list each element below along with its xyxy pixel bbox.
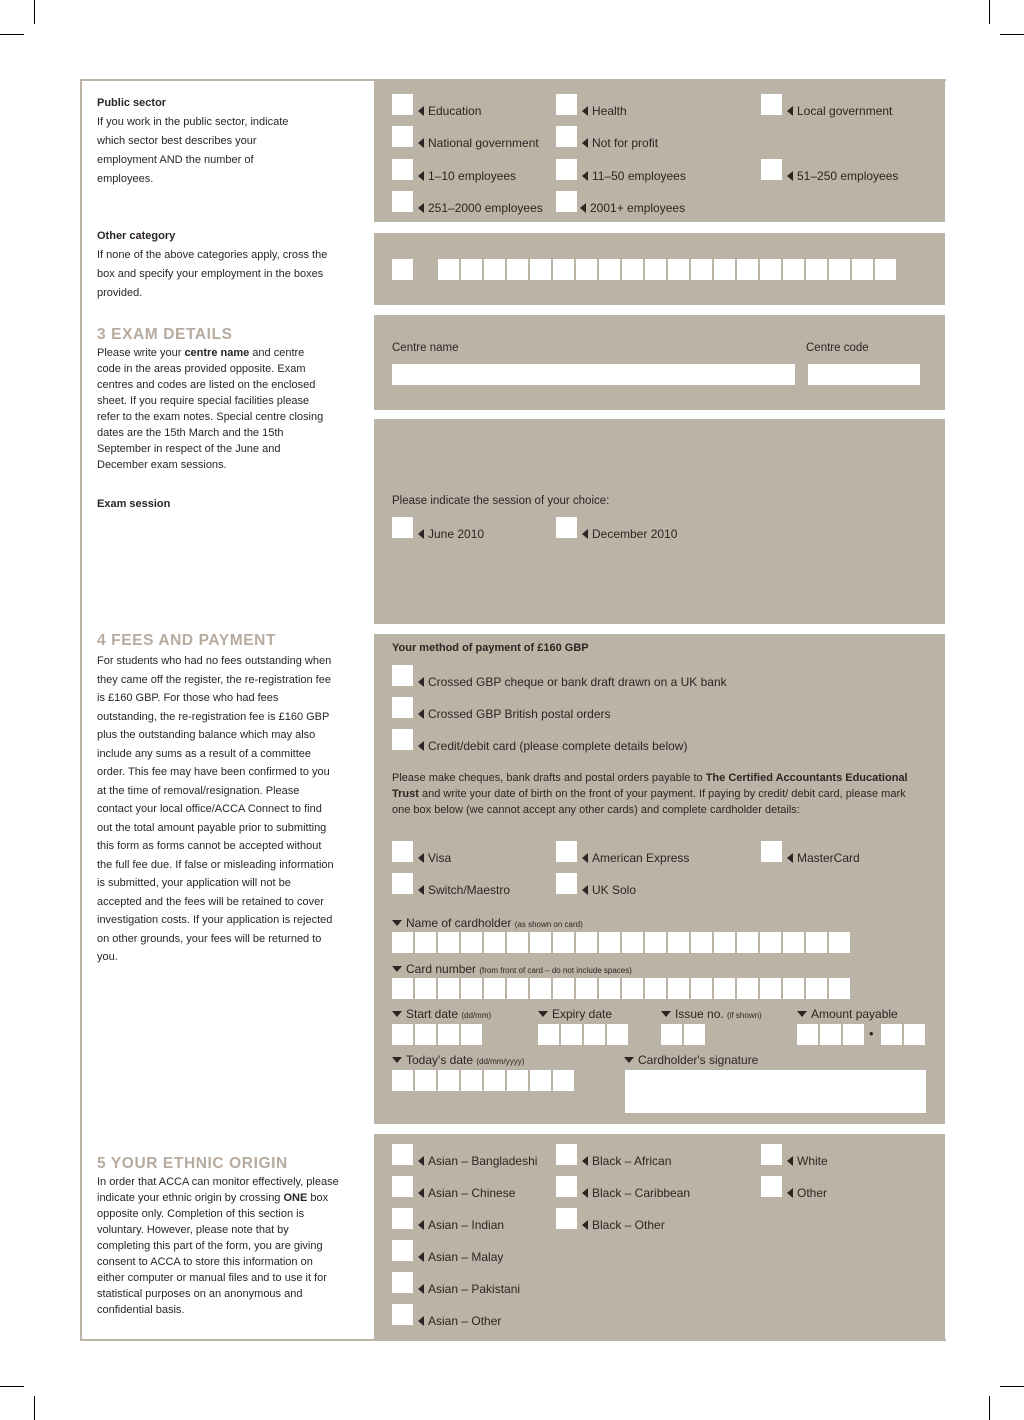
arrow-down-icon: [624, 1057, 634, 1063]
label-text: Credit/debit card (please complete details below): [428, 739, 688, 753]
character-box[interactable]: [599, 932, 620, 953]
other-category-block: [97, 227, 347, 303]
arrow-left-icon: [418, 1316, 424, 1326]
label-text: Cardholder's signature: [638, 1053, 759, 1067]
character-box[interactable]: [645, 259, 666, 280]
label-text: Asian – Indian: [428, 1218, 505, 1232]
label-health: [582, 104, 627, 118]
arrow-left-icon: [787, 853, 793, 863]
character-box[interactable]: [576, 932, 597, 953]
checkbox-ethnic-option[interactable]: [392, 1144, 413, 1165]
character-box[interactable]: [507, 1070, 528, 1091]
crop-mark: [34, 1396, 35, 1420]
crop-mark: [0, 1386, 24, 1387]
payment-method-heading: Your method of payment of £160 GBP: [392, 642, 589, 654]
label-ethnic-option: [787, 1154, 828, 1168]
ethnic-heading: 5 YOUR ETHNIC ORIGIN: [97, 1155, 288, 1172]
exam-text-bold: centre name: [184, 347, 250, 359]
ethnic-text-post: box opposite only. Completion of this section is voluntary. However, please note that by completing this part of the form, you are giving consent to ACCA to store this information on either computer or manual files and to use it for statistical purposes on an anonymous and confidential basis.: [97, 1192, 329, 1316]
label-text: Local government: [797, 104, 893, 118]
arrow-left-icon: [582, 853, 588, 863]
label-51-250-employees: [787, 169, 898, 183]
other-category-text: If none of the above categories apply, cross the box and specify your employment in the boxes provided.: [97, 249, 328, 299]
label-text: White: [797, 1154, 828, 1168]
centre-code-input[interactable]: [808, 364, 920, 385]
character-box[interactable]: [415, 1070, 436, 1091]
label-local-government: [787, 104, 892, 118]
character-box[interactable]: [829, 259, 850, 280]
character-box[interactable]: [484, 978, 505, 999]
character-box[interactable]: [392, 978, 413, 999]
exam-session-heading: [97, 495, 347, 514]
arrow-left-icon: [582, 1156, 588, 1166]
cardholder-name-label: [392, 916, 583, 932]
ethnic-text-bold: ONE: [283, 1192, 308, 1204]
character-box[interactable]: [461, 932, 482, 953]
cardholder-name-boxes[interactable]: [392, 932, 850, 953]
label-ethnic-option: [418, 1186, 515, 1200]
character-box[interactable]: [438, 932, 459, 953]
label-text: Card number: [406, 962, 477, 976]
arrow-left-icon: [787, 1188, 793, 1198]
label-text: 251–2000 employees: [428, 201, 543, 215]
checkbox-ethnic-option[interactable]: [556, 1144, 577, 1165]
label-text: Asian – Chinese: [428, 1186, 516, 1200]
arrow-left-icon: [582, 1188, 588, 1198]
label-national-government: [418, 136, 539, 150]
character-box[interactable]: [820, 1024, 841, 1045]
arrow-left-icon: [418, 1252, 424, 1262]
label-text: Name of cardholder: [406, 916, 512, 930]
label-text: UK Solo: [592, 883, 637, 897]
character-box[interactable]: [392, 932, 413, 953]
arrow-left-icon: [418, 885, 424, 895]
character-box[interactable]: [714, 259, 735, 280]
label-text: MasterCard: [797, 851, 860, 865]
arrow-left-icon: [418, 203, 424, 213]
character-box[interactable]: [599, 259, 620, 280]
arrow-down-icon: [392, 966, 402, 972]
checkbox-1-10-employees[interactable]: [392, 159, 413, 180]
character-box[interactable]: [661, 1024, 682, 1045]
exam-details-heading: 3 EXAM DETAILS: [97, 326, 233, 343]
issue-no-label: [661, 1007, 762, 1023]
arrow-left-icon: [418, 138, 424, 148]
label-text: Crossed GBP cheque or bank draft drawn on a UK bank: [428, 675, 727, 689]
character-box[interactable]: [576, 259, 597, 280]
label-ethnic-option: [787, 1186, 827, 1200]
label-mastercard: [787, 851, 860, 865]
character-box[interactable]: [668, 932, 689, 953]
arrow-down-icon: [797, 1011, 807, 1017]
arrow-down-icon: [538, 1011, 548, 1017]
label-card: [418, 739, 687, 753]
label-text: Black – African: [592, 1154, 672, 1168]
label-text: American Express: [592, 851, 690, 865]
checkbox-national-government[interactable]: [392, 126, 413, 147]
arrow-left-icon: [418, 106, 424, 116]
character-box[interactable]: [484, 1070, 505, 1091]
fees-text: For students who had no fees outstanding when they came off the register, the re-registration fee is £160 GBP. For those who had fees outstanding, the re-registration fee is £160 GBP plus the outstanding balance which may also include any sums as a result of a committee order. This fee may have been confirmed to you at the time of removal/resignation. Please contact your local office/ACCA Connect to find out the total amount payable prior to submitting this form as forms cannot be accepted without the full fee due. If false or misleading information is submitted, your application will not be accepted and the fees will be retained to cover investigation costs. If your application is rejected on other grounds, your fees will be returned to you.: [97, 655, 334, 963]
crop-mark: [989, 1396, 990, 1420]
expiry-date-boxes[interactable]: [538, 1024, 628, 1045]
character-box[interactable]: [783, 932, 804, 953]
label-ethnic-option: [418, 1154, 537, 1168]
character-box[interactable]: [507, 932, 528, 953]
label-text: Expiry date: [552, 1007, 613, 1021]
character-box[interactable]: [622, 932, 643, 953]
character-box[interactable]: [737, 932, 758, 953]
arrow-left-icon: [582, 1220, 588, 1230]
arrow-left-icon: [418, 529, 424, 539]
arrow-left-icon: [787, 106, 793, 116]
character-box[interactable]: [392, 1024, 413, 1045]
fees-heading: 4 FEES AND PAYMENT: [97, 632, 277, 649]
start-date-label: [392, 1007, 491, 1023]
character-box[interactable]: [645, 932, 666, 953]
checkbox-11-50-employees[interactable]: [556, 159, 577, 180]
exam-session-label: Exam session: [97, 498, 171, 510]
payable-instructions: [392, 770, 922, 818]
character-box[interactable]: [691, 932, 712, 953]
checkbox-american-express[interactable]: [556, 841, 577, 862]
crop-mark: [34, 0, 35, 24]
checkbox-uk-solo[interactable]: [556, 873, 577, 894]
ethnic-text: [97, 1174, 339, 1318]
centre-name-input[interactable]: [392, 364, 795, 385]
arrow-left-icon: [582, 138, 588, 148]
character-box[interactable]: [622, 978, 643, 999]
label-text: Education: [428, 104, 482, 118]
character-box[interactable]: [392, 1070, 413, 1091]
character-box[interactable]: [737, 259, 758, 280]
character-box[interactable]: [438, 1024, 459, 1045]
label-text: Issue no.: [675, 1007, 724, 1021]
signature-label: [624, 1053, 758, 1067]
checkbox-other-category[interactable]: [392, 259, 413, 280]
character-box[interactable]: [415, 978, 436, 999]
payable-bold: The Certified Accountants Educational Trust: [392, 772, 908, 800]
label-text: Asian – Pakistani: [428, 1282, 521, 1296]
character-box[interactable]: [843, 1024, 864, 1045]
character-box[interactable]: [691, 978, 712, 999]
label-text: 1–10 employees: [428, 169, 517, 183]
label-251-2000-employees: [418, 201, 543, 215]
character-box[interactable]: [668, 259, 689, 280]
arrow-left-icon: [580, 203, 586, 213]
issue-no-boxes[interactable]: [661, 1024, 705, 1045]
character-box[interactable]: [553, 978, 574, 999]
checkbox-ethnic-option[interactable]: [392, 1304, 413, 1325]
arrow-left-icon: [418, 1220, 424, 1230]
crop-mark: [989, 0, 990, 24]
label-text: 2001+ employees: [590, 201, 686, 215]
checkbox-health[interactable]: [556, 94, 577, 115]
label-text: 11–50 employees: [592, 169, 686, 183]
arrow-left-icon: [418, 741, 424, 751]
payable-post: and write your date of birth on the front of your payment. If paying by credit/ debit card, please mark one box below (we cannot accept any other cards) and complete cardholder details:: [392, 788, 906, 816]
other-category-boxes[interactable]: [438, 259, 896, 280]
character-box[interactable]: [507, 259, 528, 280]
character-box[interactable]: [806, 978, 827, 999]
character-box[interactable]: [415, 1024, 436, 1045]
label-ethnic-option: [582, 1218, 665, 1232]
character-box[interactable]: [553, 259, 574, 280]
character-box[interactable]: [484, 932, 505, 953]
checkbox-ethnic-option[interactable]: [556, 1176, 577, 1197]
character-box[interactable]: [553, 1070, 574, 1091]
label-text: Other: [797, 1186, 828, 1200]
arrow-down-icon: [661, 1011, 671, 1017]
character-box[interactable]: [829, 978, 850, 999]
character-box[interactable]: [760, 978, 781, 999]
character-box[interactable]: [714, 932, 735, 953]
character-box[interactable]: [875, 259, 896, 280]
label-text: Today's date: [406, 1053, 474, 1067]
label-note: (if shown): [727, 1011, 762, 1020]
character-box[interactable]: [461, 1024, 482, 1045]
checkbox-postal-orders[interactable]: [392, 697, 413, 718]
payable-pre: Please make cheques, bank drafts and postal orders payable to: [392, 772, 706, 784]
checkbox-cheque[interactable]: [392, 665, 413, 686]
label-note: (as shown on card): [514, 920, 583, 929]
exam-text-post: and centre code in the areas provided opposite. Exam centres and codes are listed on the enclosed sheet. If you require special facilities please refer to the exam notes. Special centre closing dates are the 15th March and the 15th September in respect of the June and December exam sessions.: [97, 347, 324, 471]
label-text: Crossed GBP British postal orders: [428, 707, 611, 721]
character-box[interactable]: [607, 1024, 628, 1045]
character-box[interactable]: [783, 978, 804, 999]
exam-session-panel: [374, 419, 945, 624]
label-ethnic-option: [582, 1186, 690, 1200]
public-sector-block: [97, 94, 347, 189]
character-box[interactable]: [829, 932, 850, 953]
arrow-left-icon: [418, 1284, 424, 1294]
label-text: Asian – Bangladeshi: [428, 1154, 538, 1168]
arrow-left-icon: [418, 677, 424, 687]
checkbox-251-2000-employees[interactable]: [392, 191, 413, 212]
start-date-boxes[interactable]: [392, 1024, 482, 1045]
exam-centre-panel: [374, 315, 945, 410]
amount-payable-boxes[interactable]: [797, 1024, 864, 1045]
label-ethnic-option: [418, 1250, 503, 1264]
arrow-left-icon: [582, 171, 588, 181]
label-switch-maestro: [418, 883, 510, 897]
character-box[interactable]: [806, 259, 827, 280]
arrow-left-icon: [787, 1156, 793, 1166]
arrow-left-icon: [418, 1156, 424, 1166]
label-postal-orders: [418, 707, 611, 721]
label-june-2010: [418, 527, 484, 541]
checkbox-ethnic-option[interactable]: [761, 1144, 782, 1165]
label-text: June 2010: [428, 527, 485, 541]
checkbox-local-government[interactable]: [761, 94, 782, 115]
character-box[interactable]: [561, 1024, 582, 1045]
checkbox-education[interactable]: [392, 94, 413, 115]
checkbox-card[interactable]: [392, 729, 413, 750]
label-note: (from front of card – do not include spaces): [479, 966, 632, 975]
card-number-label: [392, 962, 632, 978]
arrow-left-icon: [582, 106, 588, 116]
public-sector-heading: Public sector: [97, 97, 167, 109]
character-box[interactable]: [438, 1070, 459, 1091]
character-box[interactable]: [599, 978, 620, 999]
label-ethnic-option: [418, 1218, 504, 1232]
character-box[interactable]: [484, 259, 505, 280]
session-prompt: Please indicate the session of your choice:: [392, 495, 610, 507]
checkbox-ethnic-option[interactable]: [761, 1176, 782, 1197]
checkbox-ethnic-option[interactable]: [556, 1208, 577, 1229]
label-text: December 2010: [592, 527, 678, 541]
card-number-boxes[interactable]: [392, 978, 850, 999]
centre-name-label: Centre name: [392, 342, 459, 354]
arrow-left-icon: [582, 885, 588, 895]
character-box[interactable]: [461, 978, 482, 999]
character-box[interactable]: [797, 1024, 818, 1045]
label-december-2010: [582, 527, 677, 541]
signature-field[interactable]: [625, 1070, 926, 1113]
label-visa: [418, 851, 451, 865]
label-text: Black – Other: [592, 1218, 665, 1232]
label-uk-solo: [582, 883, 636, 897]
character-box[interactable]: [881, 1024, 902, 1045]
label-1-10-employees: [418, 169, 516, 183]
label-text: Switch/Maestro: [428, 883, 511, 897]
character-box[interactable]: [461, 1070, 482, 1091]
crop-mark: [1000, 34, 1024, 35]
character-box[interactable]: [622, 259, 643, 280]
arrow-left-icon: [418, 1188, 424, 1198]
character-box[interactable]: [760, 932, 781, 953]
label-text: Visa: [428, 851, 452, 865]
label-text: Health: [592, 104, 627, 118]
arrow-left-icon: [787, 171, 793, 181]
character-box[interactable]: [415, 932, 436, 953]
crop-mark: [1000, 1386, 1024, 1387]
character-box[interactable]: [438, 259, 459, 280]
character-box[interactable]: [852, 259, 873, 280]
other-category-heading: Other category: [97, 230, 176, 242]
character-box[interactable]: [668, 978, 689, 999]
arrow-down-icon: [392, 1057, 402, 1063]
checkbox-june-2010[interactable]: [392, 517, 413, 538]
character-box[interactable]: [576, 978, 597, 999]
crop-mark: [0, 34, 24, 35]
checkbox-ethnic-option[interactable]: [392, 1208, 413, 1229]
checkbox-51-250-employees[interactable]: [761, 159, 782, 180]
todays-date-label: [392, 1053, 524, 1069]
character-box[interactable]: [530, 932, 551, 953]
checkbox-ethnic-option[interactable]: [392, 1272, 413, 1293]
label-note: (dd/mm): [461, 1011, 492, 1020]
label-note: (dd/mm/yyyy): [476, 1057, 525, 1066]
character-box[interactable]: [538, 1024, 559, 1045]
todays-date-boxes[interactable]: [392, 1070, 574, 1091]
label-not-for-profit: [582, 136, 658, 150]
centre-code-label: Centre code: [806, 342, 869, 354]
character-box[interactable]: [553, 932, 574, 953]
character-box[interactable]: [904, 1024, 925, 1045]
exam-text-pre: Please write your: [97, 347, 185, 359]
label-ethnic-option: [418, 1282, 520, 1296]
arrow-down-icon: [392, 920, 402, 926]
ethnic-text-pre: In order that ACCA can monitor effectively, please indicate your ethnic origin by crossing: [97, 1176, 339, 1204]
checkbox-mastercard[interactable]: [761, 841, 782, 862]
checkbox-switch-maestro[interactable]: [392, 873, 413, 894]
label-text: Asian – Malay: [428, 1250, 504, 1264]
exam-details-text: [97, 345, 329, 473]
checkbox-ethnic-option[interactable]: [392, 1176, 413, 1197]
label-ethnic-option: [418, 1314, 501, 1328]
label-11-50-employees: [582, 169, 686, 183]
label-ethnic-option: [582, 1154, 671, 1168]
checkbox-2001-employees[interactable]: [556, 191, 577, 212]
arrow-left-icon: [582, 529, 588, 539]
character-box[interactable]: [760, 259, 781, 280]
character-box[interactable]: [461, 259, 482, 280]
character-box[interactable]: [684, 1024, 705, 1045]
character-box[interactable]: [530, 1070, 551, 1091]
character-box[interactable]: [584, 1024, 605, 1045]
label-2001-employees: [580, 201, 685, 215]
character-box[interactable]: [806, 932, 827, 953]
expiry-date-label: [538, 1007, 612, 1021]
checkbox-visa[interactable]: [392, 841, 413, 862]
label-text: Asian – Other: [428, 1314, 502, 1328]
character-box[interactable]: [530, 978, 551, 999]
character-box[interactable]: [438, 978, 459, 999]
character-box[interactable]: [737, 978, 758, 999]
label-education: [418, 104, 481, 118]
arrow-down-icon: [392, 1011, 402, 1017]
label-text: Start date: [406, 1007, 459, 1021]
amount-pence-boxes[interactable]: [881, 1024, 925, 1045]
arrow-left-icon: [418, 853, 424, 863]
character-box[interactable]: [645, 978, 666, 999]
checkbox-ethnic-option[interactable]: [392, 1240, 413, 1261]
character-box[interactable]: [530, 259, 551, 280]
public-sector-text: If you work in the public sector, indicate which sector best describes your employment AND the number of employees.: [97, 116, 289, 185]
amount-decimal-point: •: [869, 1026, 874, 1041]
character-box[interactable]: [691, 259, 712, 280]
checkbox-december-2010[interactable]: [556, 517, 577, 538]
character-box[interactable]: [714, 978, 735, 999]
label-text: 51–250 employees: [797, 169, 899, 183]
label-text: Not for profit: [592, 136, 659, 150]
label-american-express: [582, 851, 689, 865]
checkbox-not-for-profit[interactable]: [556, 126, 577, 147]
label-text: National government: [428, 136, 539, 150]
label-cheque: [418, 675, 727, 689]
label-text: Black – Caribbean: [592, 1186, 691, 1200]
character-box[interactable]: [783, 259, 804, 280]
amount-payable-label: [797, 1007, 898, 1021]
arrow-left-icon: [418, 171, 424, 181]
arrow-left-icon: [418, 709, 424, 719]
label-text: Amount payable: [811, 1007, 898, 1021]
character-box[interactable]: [507, 978, 528, 999]
